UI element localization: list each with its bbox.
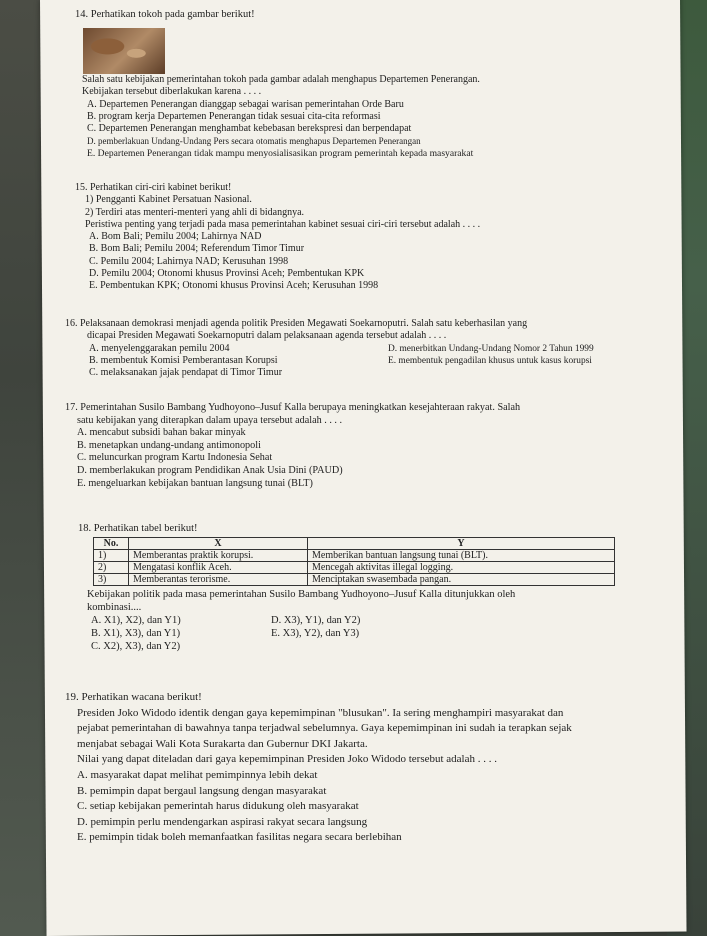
q16-option-e[interactable]: E. membentuk pengadilan khusus untuk kasus korupsi xyxy=(388,355,592,366)
q18-options-right xyxy=(259,614,439,653)
table-cell: Menciptakan swasembada pangan. xyxy=(308,574,615,586)
q15-option-c[interactable]: C. Pemilu 2004; Lahirnya NAD; Kerusuhan 1998 xyxy=(89,255,289,267)
q15-option-e[interactable]: E. Pembentukan KPK; Otonomi khusus Provinsi Aceh; Kerusuhan 1998 xyxy=(89,280,379,292)
q15-title: 15. Perhatikan ciri-ciri kabinet berikut! xyxy=(75,182,232,193)
question-17 xyxy=(65,402,675,490)
q19-stem: Nilai yang dapat diteladan dari gaya kepemimpinan Presiden Joko Widodo tersebut adalah . . . . xyxy=(77,753,497,766)
q14-option-e[interactable]: E. Departemen Penerangan tidak mampu menyosialisasikan program pemerintah kepada masyarakat xyxy=(87,147,474,159)
q19-option-c[interactable]: C. setiap kebijakan pemerintah harus didukung oleh masyarakat xyxy=(77,800,359,813)
q18-header-y: Y xyxy=(308,538,615,550)
q14-option-d[interactable]: D. pemberlakuan Undang-Undang Pers secara otomatis menghapus Departemen Penerangan xyxy=(87,136,421,147)
q18-options-left xyxy=(79,614,259,653)
q18-option-b[interactable]: B. X1), X3), dan Y1) xyxy=(91,628,181,639)
table-cell: 1) xyxy=(94,550,129,562)
q15-option-d[interactable]: D. Pemilu 2004; Otonomi khusus Provinsi Aceh; Pembentukan KPK xyxy=(89,268,365,280)
q15-option-b[interactable]: B. Bom Bali; Pemilu 2004; Referendum Timor Timur xyxy=(89,243,305,255)
q16-options-left xyxy=(77,343,376,380)
table-cell: Mengatasi konflik Aceh. xyxy=(129,562,308,574)
q16-options xyxy=(77,343,675,380)
q18-header-x: X xyxy=(129,538,308,550)
table-cell: Memberikan bantuan langsung tunai (BLT). xyxy=(308,550,615,562)
question-16 xyxy=(65,318,675,379)
q18-options xyxy=(79,614,439,653)
q18-stem: Kebijakan politik pada masa pemerintahan Susilo Bambang Yudhoyono–Jusuf Kalla ditunjukkan oleh xyxy=(87,589,516,600)
question-14 xyxy=(65,8,675,21)
q19-option-d[interactable]: D. pemimpin perlu mendengarkan aspirasi rakyat secara langsung xyxy=(77,815,368,828)
q18-title: 18. Perhatikan tabel berikut! xyxy=(78,523,198,534)
q16-option-c[interactable]: C. melaksanakan jajak pendapat di Timor Timur xyxy=(89,367,283,379)
q15-item-2: 2) Terdiri atas menteri-menteri yang ahli di bidangnya. xyxy=(85,206,305,218)
q18-option-d[interactable]: D. X3), Y1), dan Y2) xyxy=(271,615,361,626)
q15-stem: Peristiwa penting yang terjadi pada masa pemerintahan kabinet sesuai ciri-ciri tersebut adalah . . . . xyxy=(85,218,481,230)
q16-option-a[interactable]: A. menyelenggarakan pemilu 2004 xyxy=(89,342,230,354)
q16-options-right xyxy=(376,343,675,380)
q17-title: 17. Pemerintahan Susilo Bambang Yudhoyono–Jusuf Kalla berupaya meningkatkan kesejahteraan rakyat. Salah xyxy=(65,402,521,413)
table-row xyxy=(94,574,615,586)
q16-option-b[interactable]: B. membentuk Komisi Pemberantasan Korupsi xyxy=(89,354,278,366)
question-18 xyxy=(65,522,675,653)
table-cell: Memberantas praktik korupsi. xyxy=(129,550,308,562)
q16-option-d[interactable]: D. menerbitkan Undang-Undang Nomor 2 Tahun 1999 xyxy=(388,343,594,354)
question-14-body xyxy=(65,74,675,160)
q15-option-a[interactable]: A. Bom Bali; Pemilu 2004; Lahirnya NAD xyxy=(89,231,262,243)
q19-option-e[interactable]: E. pemimpin tidak boleh memanfaatkan fasilitas negara secara berlebihan xyxy=(77,831,402,844)
q14-option-c[interactable]: C. Departemen Penerangan menghambat kebebasan berekspresi dan berpendapat xyxy=(87,123,412,135)
table-cell: 2) xyxy=(94,562,129,574)
q17-option-d[interactable]: D. memberlakukan program Pendidikan Anak Usia Dini (PAUD) xyxy=(77,464,343,476)
question-15 xyxy=(65,182,675,293)
q17-option-b[interactable]: B. menetapkan undang-undang antimonopoli xyxy=(77,439,261,451)
table-cell: Mencegah aktivitas illegal logging. xyxy=(308,562,615,574)
q17-stem: satu kebijakan yang diterapkan dalam upaya tersebut adalah . . . . xyxy=(77,414,343,426)
q16-stem: dicapai Presiden Megawati Soekarnoputri dalam pelaksanaan agenda tersebut adalah . . . . xyxy=(87,330,447,342)
q19-title: 19. Perhatikan wacana berikut! xyxy=(65,691,202,703)
q19-option-a[interactable]: A. masyarakat dapat melihat pemimpinnya lebih dekat xyxy=(77,768,318,781)
q18-stem2: kombinasi.... xyxy=(87,602,142,613)
q18-header-no: No. xyxy=(94,538,129,550)
q15-item-1: 1) Pengganti Kabinet Persatuan Nasional. xyxy=(85,194,252,206)
table-cell: 3) xyxy=(94,574,129,586)
q18-option-e[interactable]: E. X3), Y2), dan Y3) xyxy=(271,628,360,639)
q18-option-c[interactable]: C. X2), X3), dan Y2) xyxy=(91,641,181,652)
q18-table xyxy=(93,537,615,586)
q17-option-a[interactable]: A. mencabut subsidi bahan bakar minyak xyxy=(77,427,246,439)
q18-option-a[interactable]: A. X1), X2), dan Y1) xyxy=(91,615,181,626)
q14-stem2: Kebijakan tersebut diberlakukan karena . . . . xyxy=(82,86,262,98)
q14-option-b[interactable]: B. program kerja Departemen Penerangan tidak sesuai cita-cita reformasi xyxy=(87,110,381,122)
q19-passage-line-1: Presiden Joko Widodo identik dengan gaya kepemimpinan "blusukan". Ia sering menghampiri masyarakat dan xyxy=(77,706,564,719)
table-cell: Memberantas terorisme. xyxy=(129,574,308,586)
q14-stem: Salah satu kebijakan pemerintahan tokoh pada gambar adalah menghapus Departemen Penerangan. xyxy=(82,74,480,85)
table-row xyxy=(94,550,615,562)
tokoh-photo xyxy=(83,28,165,74)
question-19 xyxy=(65,690,680,846)
q17-option-e[interactable]: E. mengeluarkan kebijakan bantuan langsung tunai (BLT) xyxy=(77,477,313,489)
q17-option-c[interactable]: C. meluncurkan program Kartu Indonesia Sehat xyxy=(77,452,273,464)
q14-option-a[interactable]: A. Departemen Penerangan dianggap sebagai warisan pemerintahan Orde Baru xyxy=(87,98,404,110)
q19-passage-line-3: menjabat sebagai Wali Kota Surakarta dan Gubernur DKI Jakarta. xyxy=(77,737,368,750)
q14-title: 14. Perhatikan tokoh pada gambar berikut! xyxy=(75,9,255,20)
table-row xyxy=(94,562,615,574)
q19-option-b[interactable]: B. pemimpin dapat bergaul langsung dengan masyarakat xyxy=(77,784,327,797)
q16-title: 16. Pelaksanaan demokrasi menjadi agenda politik Presiden Megawati Soekarnoputri. Salah satu keberhasilan yang xyxy=(65,318,528,329)
q19-passage-line-2: pejabat pemerintahan di bawahnya tanpa terjadwal sebelumnya. Gaya kepemimpinan ini sudah ia terapkan sejak xyxy=(77,722,572,735)
